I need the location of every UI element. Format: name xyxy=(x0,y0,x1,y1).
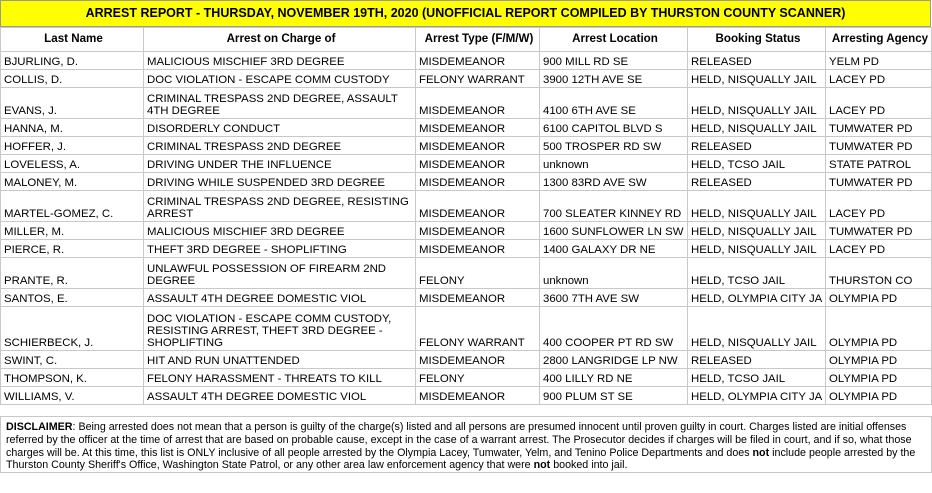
col-header-charge: Arrest on Charge of xyxy=(144,28,416,52)
cell-charge: UNLAWFUL POSSESSION OF FIREARM 2ND DEGREE xyxy=(144,258,416,289)
disclaimer-not-1: not xyxy=(752,446,770,459)
cell-status: RELEASED xyxy=(688,173,826,191)
cell-charge: DOC VIOLATION - ESCAPE COMM CUSTODY, RESISTING ARREST, THEFT 3RD DEGREE - SHOPLIFTING xyxy=(144,307,416,351)
table-row xyxy=(1,307,932,351)
cell-name: COLLIS, D. xyxy=(1,70,144,88)
cell-type: MISDEMEANOR xyxy=(416,240,540,258)
cell-location: 500 TROSPER RD SW xyxy=(540,137,688,155)
arrest-table xyxy=(0,27,932,473)
cell-agency: OLYMPIA PD xyxy=(826,369,932,387)
cell-location: 900 MILL RD SE xyxy=(540,52,688,70)
cell-type: MISDEMEANOR xyxy=(416,387,540,405)
cell-name: SCHIERBECK, J. xyxy=(1,307,144,351)
cell-type: MISDEMEANOR xyxy=(416,351,540,369)
header-row xyxy=(1,28,932,52)
cell-type: MISDEMEANOR xyxy=(416,289,540,307)
cell-status: HELD, NISQUALLY JAIL xyxy=(688,240,826,258)
cell-agency: TUMWATER PD xyxy=(826,173,932,191)
cell-charge: HIT AND RUN UNATTENDED xyxy=(144,351,416,369)
table-row xyxy=(1,258,932,289)
cell-charge: DRIVING UNDER THE INFLUENCE xyxy=(144,155,416,173)
cell-type: FELONY xyxy=(416,369,540,387)
cell-location: 6100 CAPITOL BLVD S xyxy=(540,119,688,137)
cell-agency: LACEY PD xyxy=(826,70,932,88)
cell-agency: YELM PD xyxy=(826,52,932,70)
cell-type: FELONY xyxy=(416,258,540,289)
cell-name: PIERCE, R. xyxy=(1,240,144,258)
cell-charge: THEFT 3RD DEGREE - SHOPLIFTING xyxy=(144,240,416,258)
cell-charge: ASSAULT 4TH DEGREE DOMESTIC VIOL xyxy=(144,387,416,405)
table-row xyxy=(1,369,932,387)
col-header-booking-status: Booking Status xyxy=(688,28,826,52)
cell-agency: OLYMPIA PD xyxy=(826,307,932,351)
table-row xyxy=(1,88,932,119)
cell-name: SANTOS, E. xyxy=(1,289,144,307)
cell-type: MISDEMEANOR xyxy=(416,191,540,222)
cell-charge: ASSAULT 4TH DEGREE DOMESTIC VIOL xyxy=(144,289,416,307)
cell-agency: OLYMPIA PD xyxy=(826,289,932,307)
cell-status: RELEASED xyxy=(688,351,826,369)
cell-type: FELONY WARRANT xyxy=(416,70,540,88)
cell-location: 4100 6TH AVE SE xyxy=(540,88,688,119)
cell-agency: STATE PATROL xyxy=(826,155,932,173)
cell-status: HELD, NISQUALLY JAIL xyxy=(688,191,826,222)
disclaimer-not-2: not xyxy=(533,459,551,472)
cell-location: 400 COOPER PT RD SW xyxy=(540,307,688,351)
cell-name: MILLER, M. xyxy=(1,222,144,240)
report-title: ARREST REPORT - THURSDAY, NOVEMBER 19TH, 2020 (UNOFFICIAL REPORT COMPILED BY THURSTON COUNTY SCANNER) xyxy=(0,0,931,27)
cell-type: MISDEMEANOR xyxy=(416,88,540,119)
table-row xyxy=(1,119,932,137)
table-row xyxy=(1,70,932,88)
cell-charge: DISORDERLY CONDUCT xyxy=(144,119,416,137)
cell-type: MISDEMEANOR xyxy=(416,137,540,155)
cell-status: HELD, OLYMPIA CITY JA xyxy=(688,289,826,307)
cell-status: HELD, NISQUALLY JAIL xyxy=(688,307,826,351)
cell-agency: THURSTON CO xyxy=(826,258,932,289)
cell-agency: TUMWATER PD xyxy=(826,119,932,137)
cell-type: MISDEMEANOR xyxy=(416,155,540,173)
disclaimer-text-2: include people arrested by the Thurston County Sheriff's Office, Washington State Patrol, or any other area law enforcement agency that were xyxy=(6,446,916,472)
table-row xyxy=(1,289,932,307)
cell-status: HELD, TCSO JAIL xyxy=(688,258,826,289)
col-header-last-name: Last Name xyxy=(1,28,144,52)
cell-charge: CRIMINAL TRESPASS 2ND DEGREE, ASSAULT 4TH DEGREE xyxy=(144,88,416,119)
disclaimer-label: DISCLAIMER xyxy=(6,421,73,433)
col-header-location: Arrest Location xyxy=(540,28,688,52)
spacer-row xyxy=(1,405,932,417)
cell-name: WILLIAMS, V. xyxy=(1,387,144,405)
cell-agency: LACEY PD xyxy=(826,191,932,222)
cell-location: 1300 83RD AVE SW xyxy=(540,173,688,191)
cell-type: MISDEMEANOR xyxy=(416,173,540,191)
table-row xyxy=(1,240,932,258)
cell-name: BJURLING, D. xyxy=(1,52,144,70)
cell-charge: DRIVING WHILE SUSPENDED 3RD DEGREE xyxy=(144,173,416,191)
cell-location: unknown xyxy=(540,155,688,173)
cell-name: THOMPSON, K. xyxy=(1,369,144,387)
cell-location: unknown xyxy=(540,258,688,289)
table-row xyxy=(1,52,932,70)
cell-agency: OLYMPIA PD xyxy=(826,387,932,405)
cell-name: SWINT, C. xyxy=(1,351,144,369)
cell-status: HELD, NISQUALLY JAIL xyxy=(688,70,826,88)
cell-agency: TUMWATER PD xyxy=(826,222,932,240)
cell-status: RELEASED xyxy=(688,137,826,155)
cell-charge: FELONY HARASSMENT - THREATS TO KILL xyxy=(144,369,416,387)
cell-charge: DOC VIOLATION - ESCAPE COMM CUSTODY xyxy=(144,70,416,88)
col-header-arrest-type: Arrest Type (F/M/W) xyxy=(416,28,540,52)
cell-agency: LACEY PD xyxy=(826,88,932,119)
cell-status: HELD, NISQUALLY JAIL xyxy=(688,88,826,119)
cell-location: 1400 GALAXY DR NE xyxy=(540,240,688,258)
cell-agency: OLYMPIA PD xyxy=(826,351,932,369)
cell-location: 3900 12TH AVE SE xyxy=(540,70,688,88)
cell-agency: TUMWATER PD xyxy=(826,137,932,155)
table-row xyxy=(1,222,932,240)
table-row xyxy=(1,137,932,155)
cell-status: RELEASED xyxy=(688,52,826,70)
cell-status: HELD, TCSO JAIL xyxy=(688,155,826,173)
cell-name: EVANS, J. xyxy=(1,88,144,119)
cell-type: FELONY WARRANT xyxy=(416,307,540,351)
cell-name: HOFFER, J. xyxy=(1,137,144,155)
cell-status: HELD, NISQUALLY JAIL xyxy=(688,119,826,137)
disclaimer-row xyxy=(1,417,932,473)
cell-type: MISDEMEANOR xyxy=(416,119,540,137)
table-row xyxy=(1,155,932,173)
disclaimer-text-3: booked into jail. xyxy=(550,459,628,472)
cell-charge: MALICIOUS MISCHIEF 3RD DEGREE xyxy=(144,222,416,240)
disclaimer-text-1: : Being arrested does not mean that a person is guilty of the charge(s) listed and all persons are presumed innocent until proven guilty in court. Charges listed are initial offenses referred by the officer at the time of arrest that are based on probable cause, except in the case of a warrant arrest. The Prosecutor decides if charges will be filed in court, and if so, what those charges will be. At this time, this list is ONLY inclusive of all people arrested by the Olympia Lacey, Tumwater, Yelm, and Tenino Police Departments and does xyxy=(6,421,912,459)
cell-name: PRANTE, R. xyxy=(1,258,144,289)
table-row xyxy=(1,351,932,369)
cell-charge: CRIMINAL TRESPASS 2ND DEGREE, RESISTING ARREST xyxy=(144,191,416,222)
cell-location: 400 LILLY RD NE xyxy=(540,369,688,387)
cell-name: LOVELESS, A. xyxy=(1,155,144,173)
cell-location: 3600 7TH AVE SW xyxy=(540,289,688,307)
cell-status: HELD, TCSO JAIL xyxy=(688,369,826,387)
cell-charge: CRIMINAL TRESPASS 2ND DEGREE xyxy=(144,137,416,155)
table-row xyxy=(1,387,932,405)
cell-name: MARTEL-GOMEZ, C. xyxy=(1,191,144,222)
cell-type: MISDEMEANOR xyxy=(416,222,540,240)
cell-location: 2800 LANGRIDGE LP NW xyxy=(540,351,688,369)
cell-location: 1600 SUNFLOWER LN SW xyxy=(540,222,688,240)
table-row xyxy=(1,191,932,222)
disclaimer xyxy=(1,417,932,473)
cell-location: 700 SLEATER KINNEY RD xyxy=(540,191,688,222)
cell-type: MISDEMEANOR xyxy=(416,52,540,70)
cell-status: HELD, NISQUALLY JAIL xyxy=(688,222,826,240)
cell-agency: LACEY PD xyxy=(826,240,932,258)
cell-name: MALONEY, M. xyxy=(1,173,144,191)
cell-status: HELD, OLYMPIA CITY JA xyxy=(688,387,826,405)
cell-location: 900 PLUM ST SE xyxy=(540,387,688,405)
col-header-agency: Arresting Agency xyxy=(826,28,932,52)
table-row xyxy=(1,173,932,191)
cell-name: HANNA, M. xyxy=(1,119,144,137)
cell-charge: MALICIOUS MISCHIEF 3RD DEGREE xyxy=(144,52,416,70)
